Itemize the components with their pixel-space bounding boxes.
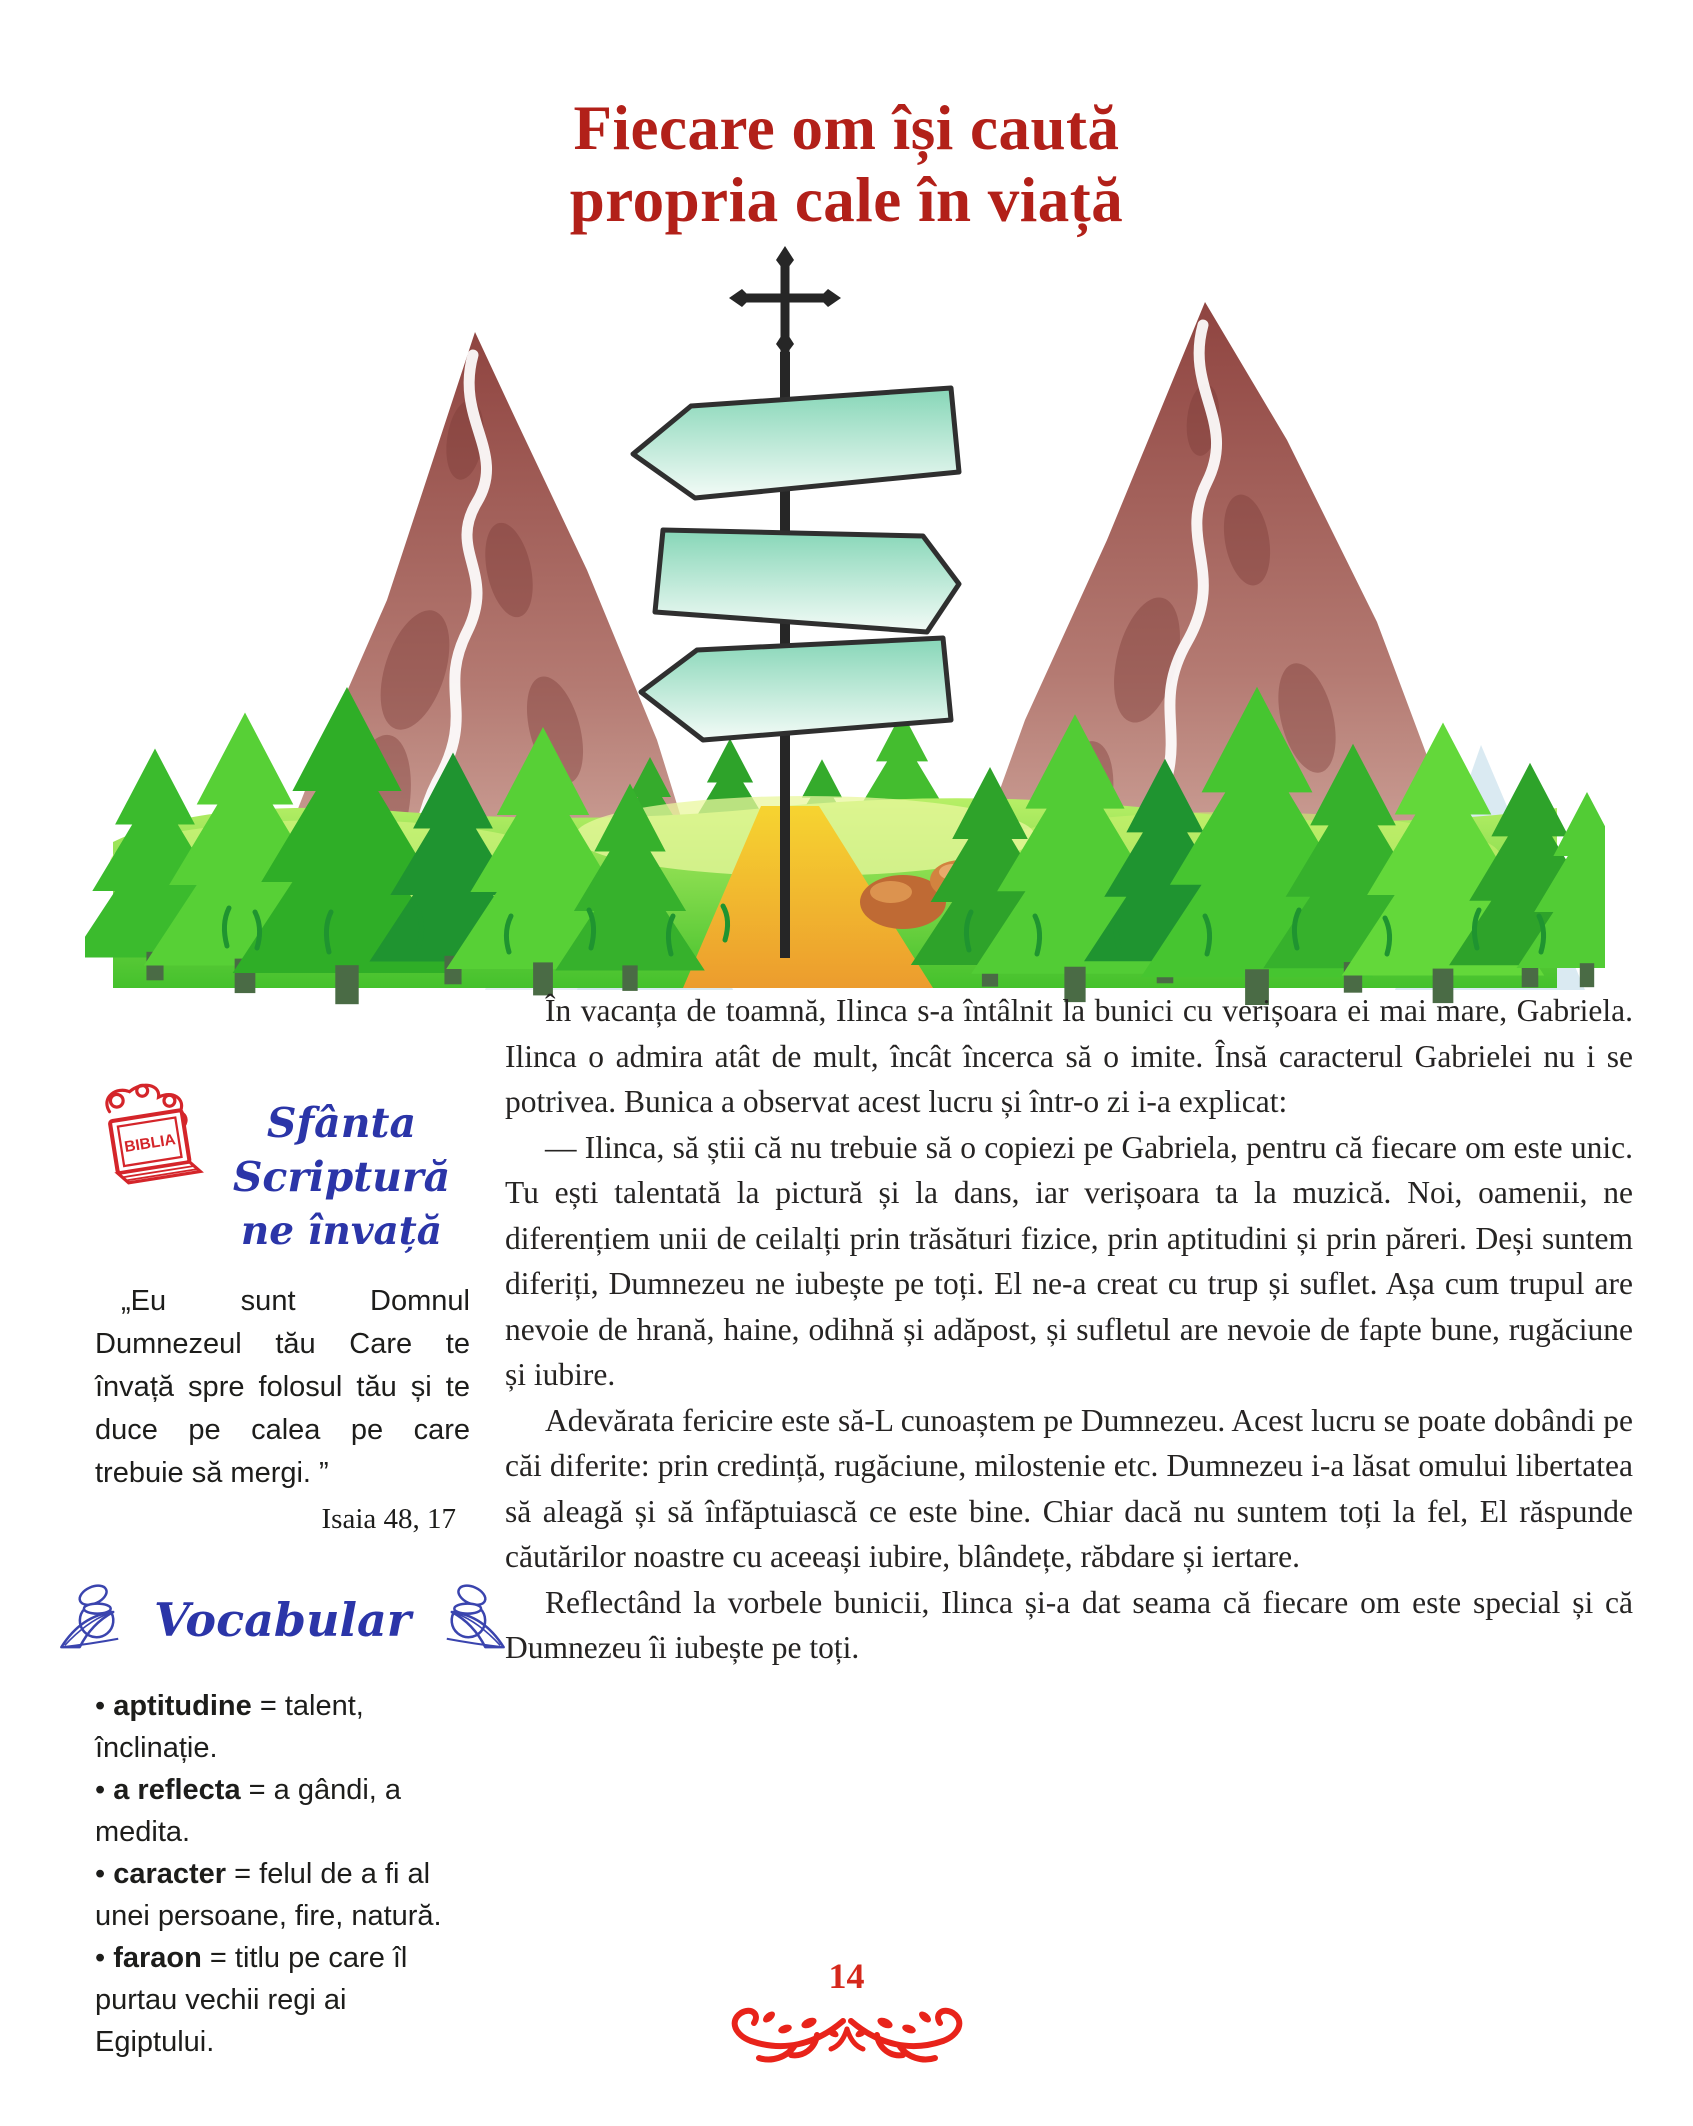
sign-board-bottom [641, 638, 951, 740]
vocabulary-definition: = talent, înclinație. [95, 1690, 364, 1764]
inkpot-quill-icon-right [415, 1580, 507, 1659]
sign-board-top [633, 388, 959, 498]
scripture-heading-line2: ne învață [240, 1208, 443, 1254]
main-text [505, 988, 1633, 1671]
title-line-1: Fiecare om își caută [573, 93, 1120, 163]
bullet: • [95, 1858, 106, 1890]
paragraph: Adevărata fericire este să-L cunoaștem pe Dumnezeu. Acest lucru se poate dobândi pe căi diferite: prin credință, rugăciune, milostenie etc. Dumnezeu i-a lăsat omului libertatea să aleagă și să înfăptuiască ce este bine. Chiar dacă nu suntem toți la fel, El răspunde căutărilor noastre cu aceeași iubire, blândețe, răbdare și iertare. [505, 1402, 1633, 1574]
cross-icon [729, 246, 841, 356]
vocabulary-definition: = a gândi, a medita. [95, 1774, 402, 1848]
footer-ornament-icon [0, 1995, 1693, 2072]
paragraph: — Ilinca, să știi că nu trebuie să o copiezi pe Gabriela, pentru că fiecare om este unic. Tu ești talentată la pictură și la dans, iar verișoara ta la muzică. Noi, oamenii, ne diferențiem unii de ceilalți prin trăsături fizice, prin aptitudini și prin păreri. Deși suntem diferiți, Dumnezeu ne iubește pe toți. El ne-a creat cu trup și suflet. Așa cum trupul are nevoie de hrană, haine, odihnă și adăpost, și sufletul are nevoie de fapte bune, rugăciune și iubire. [505, 1129, 1633, 1392]
page-footer [0, 1955, 1693, 2072]
scripture-heading-line1: Sfânta Scriptură [232, 1099, 451, 1201]
bullet: • [95, 1774, 106, 1806]
vocabulary-term: faraon [113, 1942, 202, 1974]
vocabulary-definition: = felul de a fi al unei persoane, fire, natură. [95, 1858, 442, 1932]
bible-cover-label: BIBLIA [123, 1131, 177, 1157]
inkpot-quill-icon-left [58, 1580, 150, 1659]
page-title [0, 92, 1693, 236]
vocabulary-term: caracter [113, 1858, 227, 1890]
scripture-header [95, 1078, 470, 1258]
sign-board-middle [655, 530, 959, 632]
bullet: • [95, 1690, 106, 1722]
paragraph: În vacanța de toamnă, Ilinca s-a întâlnit la bunici cu verișoara ei mai mare, Gabriela. Ilinca o admira atât de mult, încât încerca să o imite. Însă caracterul Gabrielei nu i se potrivea. Bunica a observat acest lucru și într-o zi i-a explicat: [505, 993, 1633, 1119]
scripture-reference: Isaia 48, 17 [321, 1503, 456, 1535]
vocabulary-term: a reflecta [113, 1774, 241, 1806]
bible-icon [95, 1078, 213, 1203]
scripture-quote: „Eu sunt Domnul Dumnezeul tău Care te învață spre folosul tău și te duce pe calea pe care trebuie să mergi. ” [95, 1285, 470, 1489]
bullet: • [95, 1942, 106, 1974]
scripture-section [95, 1078, 470, 1536]
vocabulary-entry [95, 1769, 470, 1853]
title-line-2: propria cale în viață [569, 165, 1124, 235]
vocabulary-entry [95, 1853, 470, 1937]
paragraph: Reflectând la vorbele bunicii, Ilinca și-a dat seama că fiecare om este special și că Dumnezeu îi iubește pe toți. [505, 1584, 1633, 1665]
mountain-signpost-illustration [85, 240, 1605, 1010]
scripture-heading [213, 1078, 470, 1258]
vocabulary-term: aptitudine [113, 1690, 252, 1722]
sign-boards [633, 388, 959, 740]
vocabulary-heading: Vocabular [153, 1592, 412, 1647]
vocabulary-header [95, 1580, 470, 1659]
vocabulary-entry [95, 1685, 470, 1769]
vocabulary-definition: = titlu pe care îl purtau vechii regi ai Egiptului. [95, 1942, 408, 2058]
page-number: 14 [828, 1956, 865, 1996]
